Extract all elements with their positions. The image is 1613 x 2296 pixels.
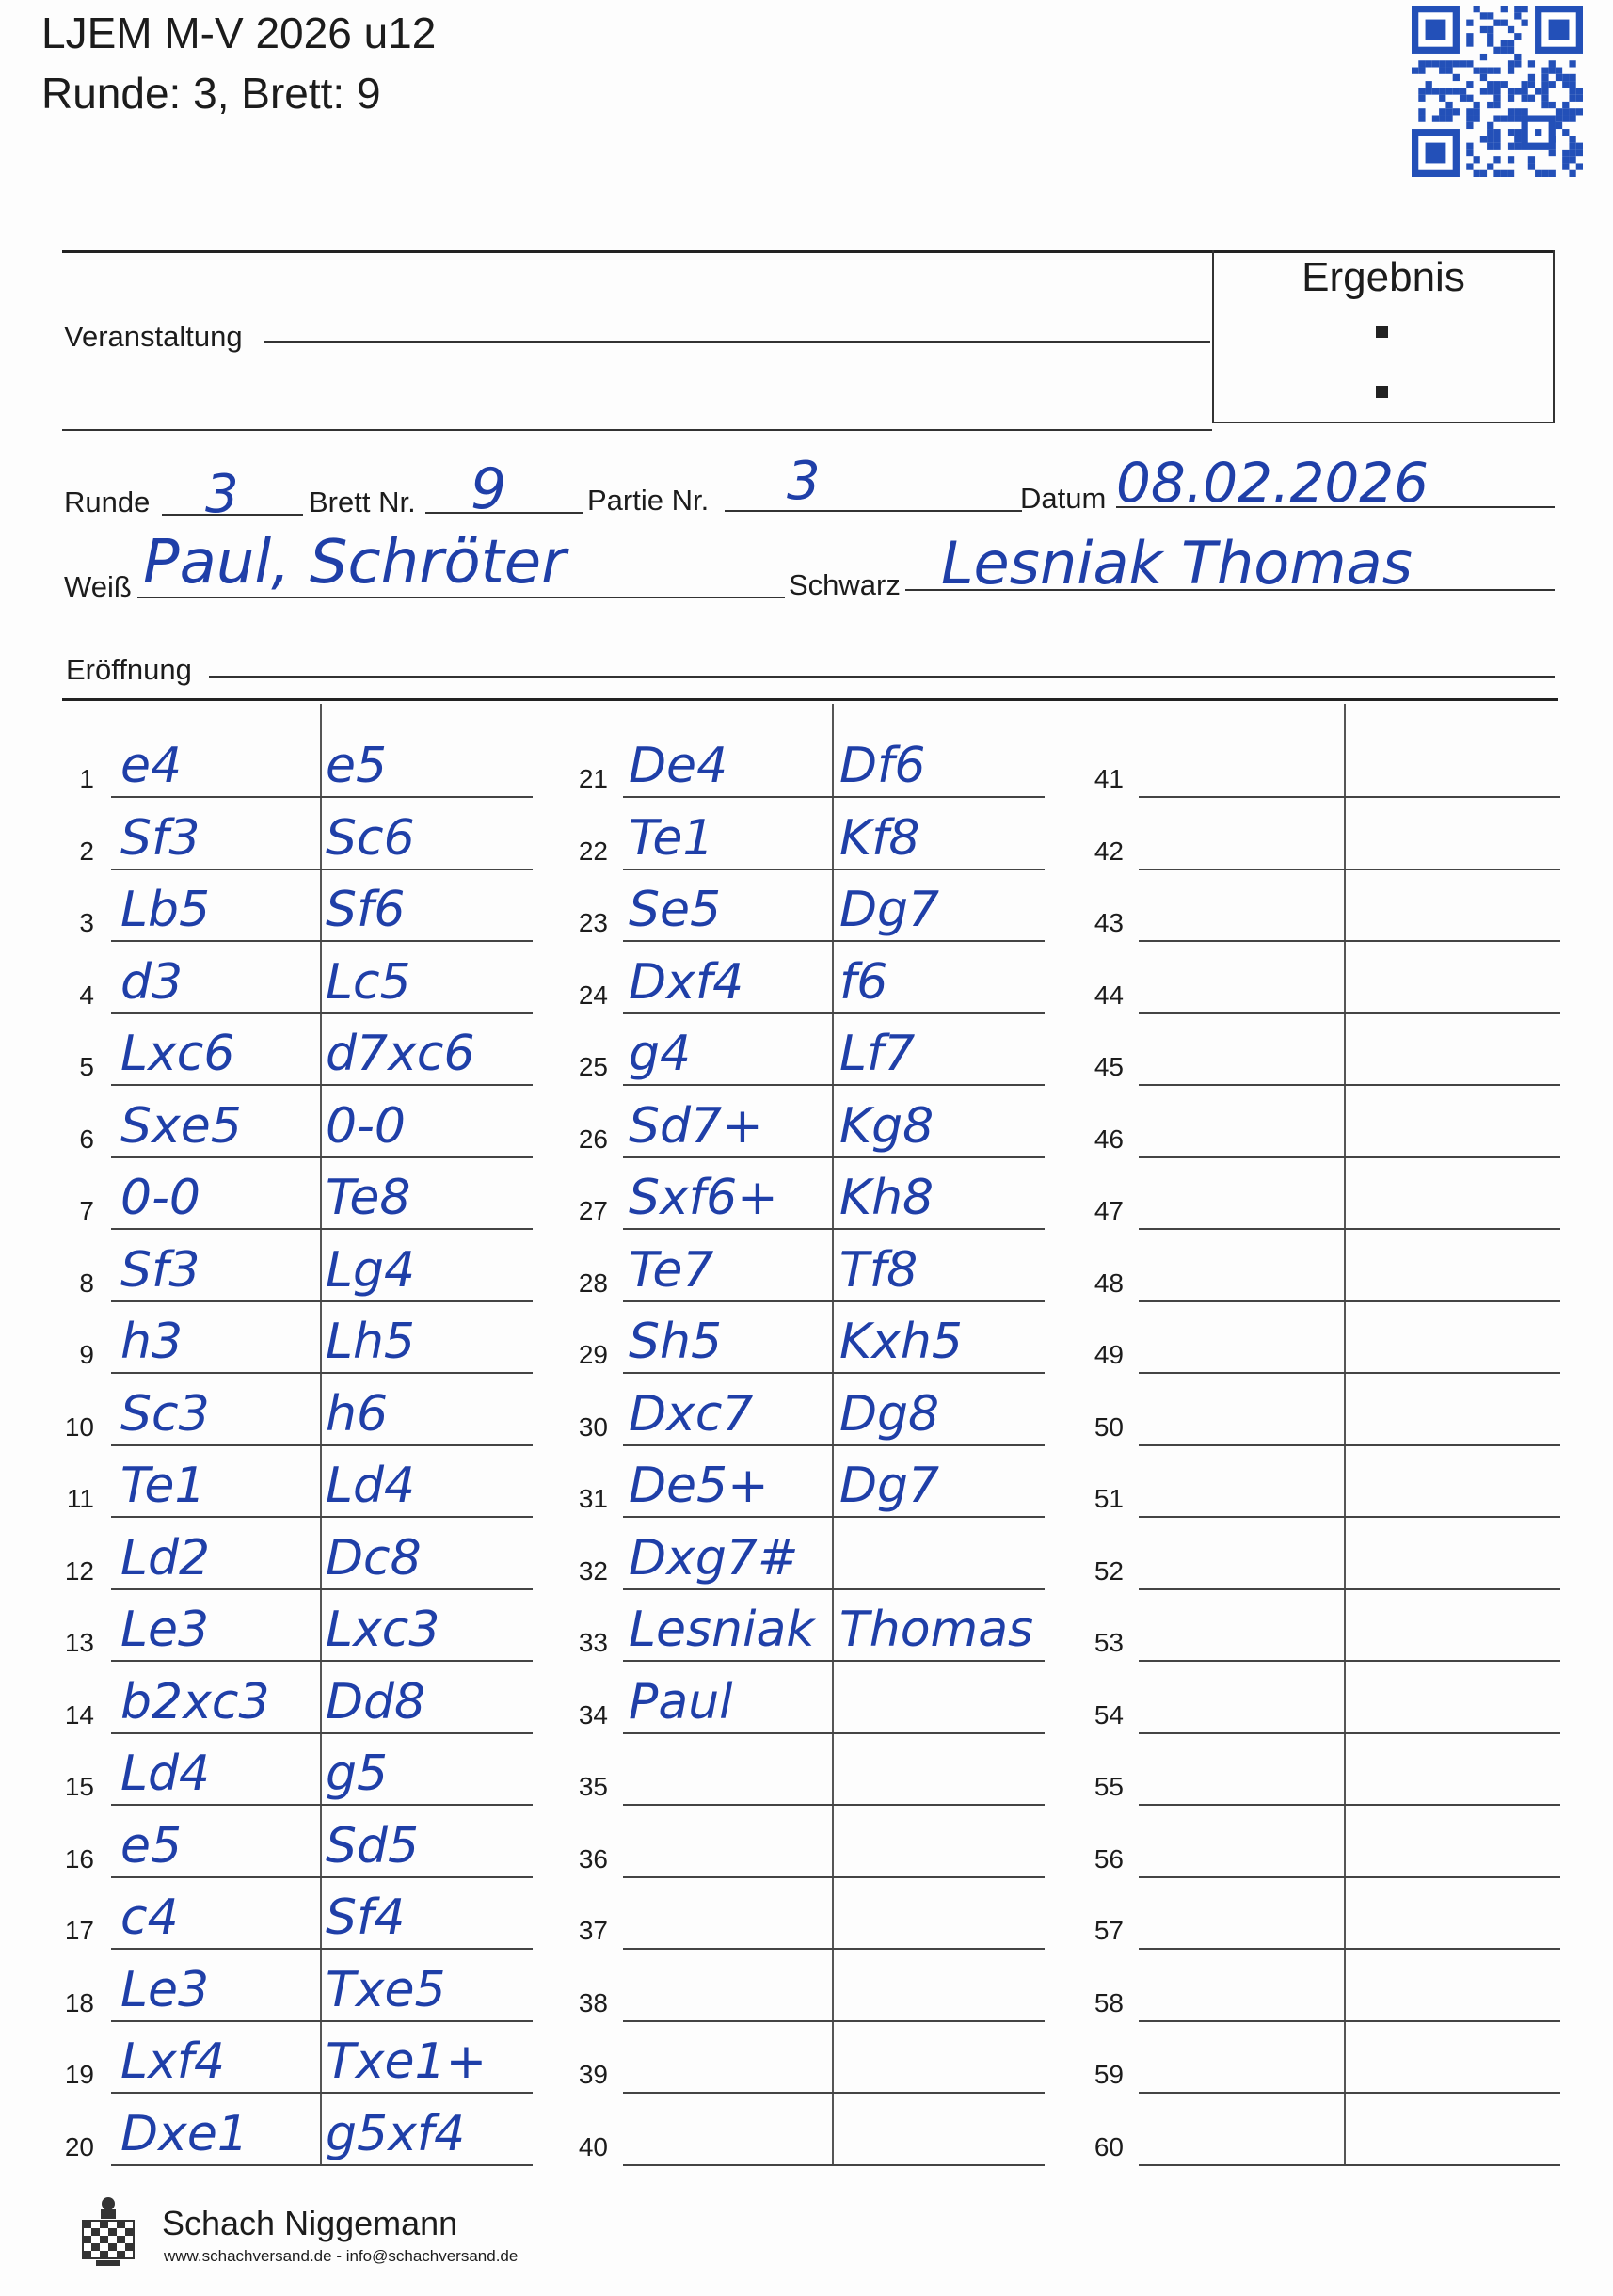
move-number: 29 [578,1340,608,1369]
move-number: 51 [1094,1484,1124,1513]
move-number: 49 [1094,1340,1124,1369]
move-row-line[interactable] [1139,1156,1560,1158]
white-move: Te1 [120,1458,206,1514]
move-row-line[interactable] [623,1012,1045,1014]
move-number: 17 [64,1916,94,1945]
move-number: 20 [64,2132,94,2161]
black-move: Te8 [326,1170,411,1226]
move-row-line[interactable] [111,1444,533,1446]
black-move: Dc8 [326,1530,422,1586]
event-label: Veranstaltung [64,320,243,353]
move-number: 39 [578,2060,608,2089]
move-row-line[interactable] [1139,2092,1560,2094]
move-number: 16 [64,1844,94,1873]
black-move: Kxh5 [839,1314,963,1370]
move-row-line[interactable] [623,1084,1045,1086]
move-row-line[interactable] [1139,1012,1560,1014]
move-row-line[interactable] [111,1300,533,1302]
date-value: 08.02.2026 [1116,451,1429,515]
move-row-line[interactable] [623,2092,1045,2094]
move-row-line[interactable] [111,1372,533,1374]
move-row-line[interactable] [1139,1660,1560,1662]
game-field[interactable] [725,510,1022,512]
black-move: Thomas [839,1602,1034,1658]
result-dot-bottom [1376,386,1388,398]
black-move: Sc6 [326,810,415,867]
round-label: Runde [64,486,151,518]
result-dot-top [1376,326,1388,338]
black-move: Txe1+ [326,2033,487,2090]
black-move: f6 [839,954,888,1011]
black-move: Tf8 [839,1242,918,1299]
black-move: Kh8 [839,1170,934,1226]
qr-code-icon [1412,6,1583,177]
move-row-line[interactable] [623,1948,1045,1950]
move-row-line[interactable] [111,869,533,870]
black-move: h6 [326,1386,389,1443]
black-move: Dg7 [839,882,940,938]
move-row-line[interactable] [1139,2164,1560,2166]
black-move: Lg4 [326,1242,416,1299]
move-number: 44 [1094,981,1124,1010]
move-number: 37 [578,1916,608,1945]
move-number: 46 [1094,1124,1124,1154]
white-move: Sf3 [120,810,200,867]
move-number: 5 [79,1052,94,1081]
white-move: Lxc6 [120,1026,235,1082]
move-number: 9 [79,1340,94,1369]
move-number: 22 [578,837,608,866]
white-move: Lxf4 [120,2033,226,2090]
black-move: e5 [326,738,388,794]
move-row-line[interactable] [623,2164,1045,2166]
move-number: 24 [578,981,608,1010]
move-number: 21 [578,764,608,793]
move-row-line[interactable] [623,1156,1045,1158]
white-move: c4 [120,1889,179,1946]
white-move: h3 [120,1314,184,1370]
move-number: 2 [79,837,94,866]
move-number: 1 [79,764,94,793]
move-row-line[interactable] [111,1948,533,1950]
move-number: 10 [64,1412,94,1442]
move-row-line[interactable] [623,1732,1045,1734]
move-number: 50 [1094,1412,1124,1442]
footer-contact: www.schachversand.de - info@schachversand.de [164,2247,519,2265]
white-move: Sxe5 [120,1098,242,1155]
date-label: Datum [1020,482,1107,515]
move-number: 14 [64,1700,94,1730]
board-label: Brett Nr. [309,486,416,518]
black-move: g5xf4 [326,2106,466,2162]
white-move: Lb5 [120,882,211,938]
move-row-line[interactable] [111,2092,533,2094]
col-divider-2 [832,704,834,2164]
move-row-line[interactable] [623,1516,1045,1518]
white-move: Dxc7 [629,1386,754,1443]
round-board-header: Runde: 3, Brett: 9 [41,69,381,118]
move-number: 12 [64,1556,94,1586]
move-row-line[interactable] [1139,1516,1560,1518]
game-label: Partie Nr. [587,484,710,517]
scoresheet-top-rule [62,698,1558,701]
black-label: Schwarz [789,568,901,601]
footer-brand: Schach Niggemann [162,2204,458,2242]
opening-field[interactable] [209,676,1555,678]
move-number: 55 [1094,1772,1124,1801]
move-row-line[interactable] [111,1516,533,1518]
move-number: 6 [79,1124,94,1154]
white-move: b2xc3 [120,1674,270,1730]
black-move: g5 [326,1746,389,1802]
move-number: 28 [578,1268,608,1298]
move-row-line[interactable] [623,1300,1045,1302]
move-number: 27 [578,1196,608,1225]
move-number: 40 [578,2132,608,2161]
opening-label: Eröffnung [66,653,192,686]
move-row-line[interactable] [1139,2020,1560,2022]
white-player-name: Paul, Schröter [143,528,567,598]
white-move: Sc3 [120,1386,210,1443]
col-divider-1 [320,704,322,2164]
black-move: Dd8 [326,1674,426,1730]
black-move: 0-0 [326,1098,406,1155]
move-row-line[interactable] [111,1876,533,1878]
move-row-line[interactable] [623,2020,1045,2022]
white-move: Dxe1 [120,2106,248,2162]
move-row-line[interactable] [623,1372,1045,1374]
move-row-line[interactable] [1139,1228,1560,1230]
white-label: Weiß [64,570,132,603]
move-number: 47 [1094,1196,1124,1225]
move-number: 56 [1094,1844,1124,1873]
move-number: 38 [578,1988,608,2017]
white-move: d3 [120,954,184,1011]
move-number: 23 [578,908,608,937]
game-value: 3 [787,451,821,512]
white-move: 0-0 [120,1170,200,1226]
move-row-line[interactable] [1139,1444,1560,1446]
move-number: 11 [66,1484,94,1513]
white-move: Te1 [629,810,714,867]
move-number: 33 [578,1628,608,1657]
black-move: Lc5 [326,954,411,1011]
move-number: 59 [1094,2060,1124,2089]
board-value: 9 [471,456,507,522]
black-move: Lxc3 [326,1602,440,1658]
round-value: 3 [205,464,239,525]
move-number: 34 [578,1700,608,1730]
move-row-line[interactable] [623,940,1045,942]
move-number: 8 [79,1268,94,1298]
move-row-line[interactable] [623,796,1045,798]
move-row-line[interactable] [111,1804,533,1806]
move-row-line[interactable] [623,1588,1045,1590]
move-row-line[interactable] [1139,1948,1560,1950]
white-move: Dxf4 [629,954,744,1011]
move-row-line[interactable] [111,796,533,798]
black-move: Sf4 [326,1889,406,1946]
white-move: Ld4 [120,1746,211,1802]
white-move: Te7 [629,1242,714,1299]
move-number: 57 [1094,1916,1124,1945]
white-move: Le3 [120,1962,210,2018]
white-move: De4 [629,738,728,794]
move-row-line[interactable] [1139,1588,1560,1590]
white-move: e5 [120,1818,183,1874]
move-row-line[interactable] [623,869,1045,870]
move-row-line[interactable] [111,2020,533,2022]
move-row-line[interactable] [111,1660,533,1662]
move-row-line[interactable] [1139,1804,1560,1806]
black-move: Lh5 [326,1314,416,1370]
event-field[interactable] [264,341,1210,343]
white-move: Se5 [629,882,722,938]
result-box [1212,250,1555,423]
move-row-line[interactable] [623,1804,1045,1806]
move-number: 7 [79,1196,94,1225]
move-row-line[interactable] [111,1228,533,1230]
move-row-line[interactable] [1139,796,1560,798]
move-number: 26 [578,1124,608,1154]
move-number: 36 [578,1844,608,1873]
white-move: Dxg7# [629,1530,799,1586]
black-move: Txe5 [326,1962,446,2018]
move-row-line[interactable] [111,2164,533,2166]
move-number: 30 [578,1412,608,1442]
move-row-line[interactable] [1139,1084,1560,1086]
move-number: 43 [1094,908,1124,937]
move-row-line[interactable] [1139,1732,1560,1734]
move-row-line[interactable] [111,1156,533,1158]
black-move: Kg8 [839,1098,934,1155]
chess-logo-icon [75,2194,141,2268]
move-row-line[interactable] [111,940,533,942]
move-row-line[interactable] [1139,940,1560,942]
black-player-name: Lesniak Thomas [941,529,1413,598]
move-row-line[interactable] [111,1012,533,1014]
move-row-line[interactable] [623,1444,1045,1446]
move-row-line[interactable] [623,1660,1045,1662]
move-number: 25 [578,1052,608,1081]
black-move: Dg7 [839,1458,940,1514]
white-move: Sd7+ [629,1098,763,1155]
move-row-line[interactable] [111,1588,533,1590]
move-number: 35 [578,1772,608,1801]
move-row-line[interactable] [111,1084,533,1086]
black-move: Sf6 [326,882,406,938]
event-header: LJEM M-V 2026 u12 [41,8,437,57]
move-row-line[interactable] [1139,869,1560,870]
black-move: Kf8 [839,810,920,867]
move-number: 52 [1094,1556,1124,1586]
white-move: Sh5 [629,1314,723,1370]
move-row-line[interactable] [111,1732,533,1734]
move-row-line[interactable] [623,1876,1045,1878]
move-number: 31 [578,1484,608,1513]
white-move: Paul [629,1674,733,1730]
white-move: g4 [629,1026,692,1082]
move-row-line[interactable] [1139,1300,1560,1302]
form-mid-rule [62,429,1212,431]
move-number: 54 [1094,1700,1124,1730]
black-move: Ld4 [326,1458,416,1514]
white-move: Lesniak [629,1602,815,1658]
move-number: 32 [578,1556,608,1586]
black-move: Df6 [839,738,926,794]
move-number: 42 [1094,837,1124,866]
move-number: 58 [1094,1988,1124,2017]
move-number: 15 [64,1772,94,1801]
white-move: e4 [120,738,183,794]
col-divider-3 [1344,704,1346,2164]
move-number: 18 [64,1988,94,2017]
move-number: 41 [1094,764,1124,793]
move-row-line[interactable] [1139,1372,1560,1374]
result-label: Ergebnis [1302,254,1465,300]
black-move: Sd5 [326,1818,420,1874]
move-number: 45 [1094,1052,1124,1081]
move-number: 13 [64,1628,94,1657]
move-number: 19 [64,2060,94,2089]
white-move: Sxf6+ [629,1170,778,1226]
white-move: Le3 [120,1602,210,1658]
white-move: Ld2 [120,1530,211,1586]
white-move: De5+ [629,1458,769,1514]
move-number: 4 [79,981,94,1010]
move-number: 60 [1094,2132,1124,2161]
move-number: 48 [1094,1268,1124,1298]
white-move: Sf3 [120,1242,200,1299]
black-move: d7xc6 [326,1026,475,1082]
move-number: 3 [79,908,94,937]
black-move: Lf7 [839,1026,916,1082]
move-row-line[interactable] [623,1228,1045,1230]
move-number: 53 [1094,1628,1124,1657]
black-move: Dg8 [839,1386,940,1443]
move-row-line[interactable] [1139,1876,1560,1878]
